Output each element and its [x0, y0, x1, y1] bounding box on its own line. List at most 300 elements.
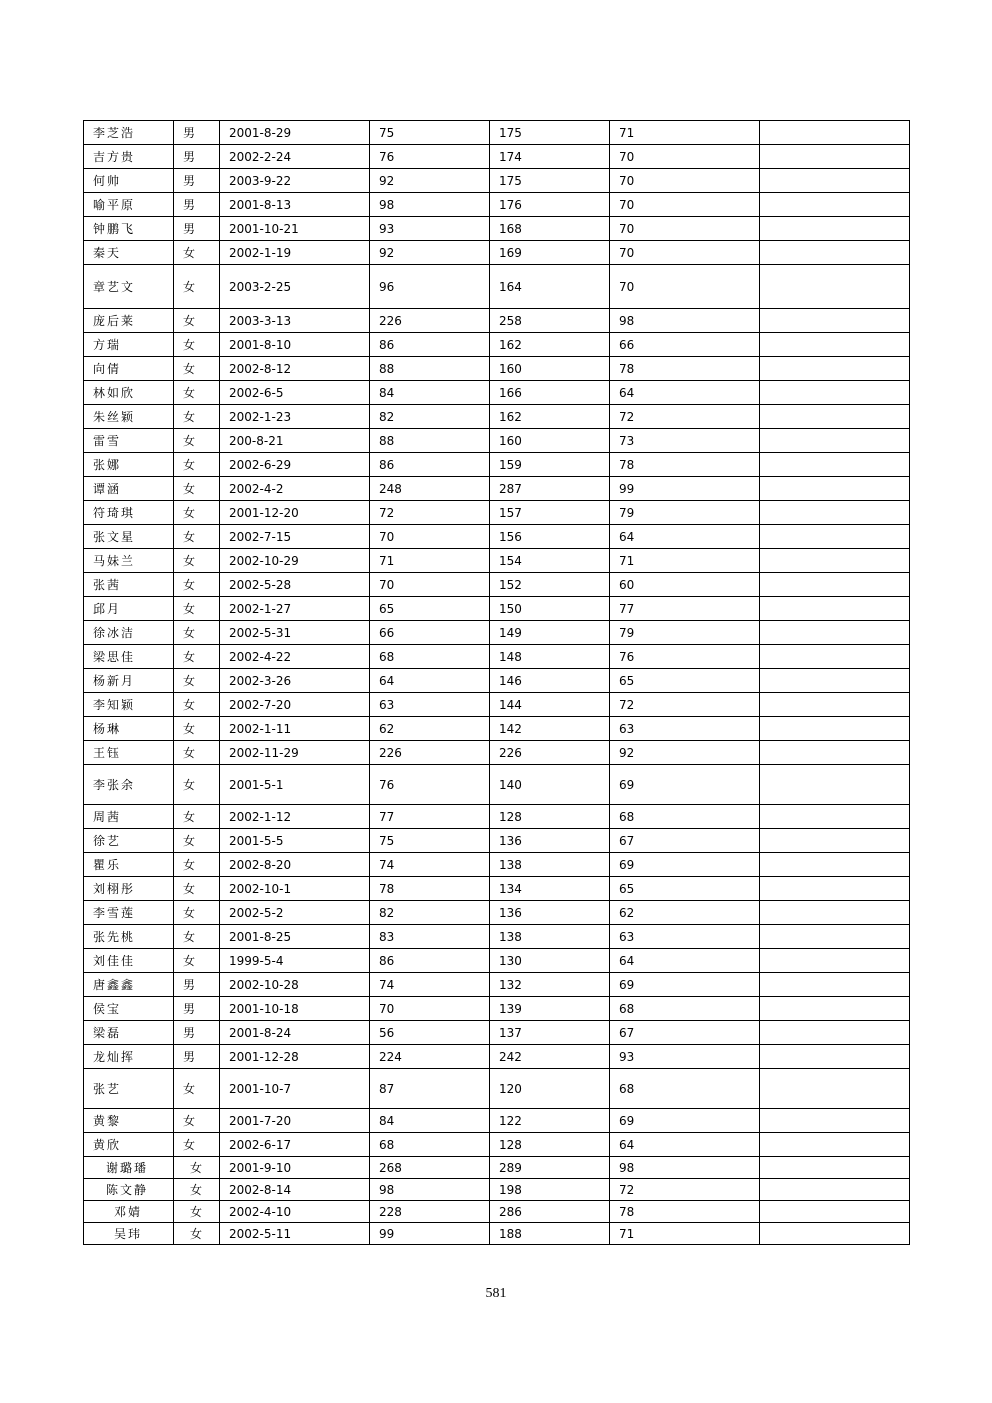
remark-cell — [760, 357, 910, 381]
gender-cell: 女 — [174, 645, 220, 669]
birthdate-cell: 2002-1-12 — [220, 805, 370, 829]
gender-cell: 女 — [174, 741, 220, 765]
value2-cell: 169 — [490, 241, 610, 265]
gender-cell: 女 — [174, 477, 220, 501]
remark-cell — [760, 765, 910, 805]
name-cell: 黄欣 — [84, 1133, 174, 1157]
gender-cell: 女 — [174, 805, 220, 829]
birthdate-cell: 2001-5-5 — [220, 829, 370, 853]
value3-cell: 70 — [610, 169, 760, 193]
remark-cell — [760, 1069, 910, 1109]
value2-cell: 148 — [490, 645, 610, 669]
birthdate-cell: 2001-9-10 — [220, 1157, 370, 1179]
value1-cell: 76 — [370, 145, 490, 169]
value3-cell: 72 — [610, 405, 760, 429]
name-cell: 谢璐璠 — [84, 1157, 174, 1179]
remark-cell — [760, 1179, 910, 1201]
value2-cell: 138 — [490, 925, 610, 949]
value3-cell: 98 — [610, 1157, 760, 1179]
table-row — [84, 1045, 910, 1069]
value1-cell: 68 — [370, 1133, 490, 1157]
gender-cell: 女 — [174, 405, 220, 429]
remark-cell — [760, 1201, 910, 1223]
name-cell: 梁思佳 — [84, 645, 174, 669]
table-row — [84, 477, 910, 501]
value3-cell: 64 — [610, 949, 760, 973]
name-cell: 徐冰洁 — [84, 621, 174, 645]
value2-cell: 198 — [490, 1179, 610, 1201]
gender-cell: 女 — [174, 717, 220, 741]
table-row — [84, 621, 910, 645]
table-row — [84, 901, 910, 925]
remark-cell — [760, 477, 910, 501]
birthdate-cell: 2002-7-20 — [220, 693, 370, 717]
remark-cell — [760, 121, 910, 145]
birthdate-cell: 1999-5-4 — [220, 949, 370, 973]
table-row — [84, 1021, 910, 1045]
remark-cell — [760, 453, 910, 477]
value1-cell: 84 — [370, 381, 490, 405]
table-row — [84, 357, 910, 381]
value2-cell: 150 — [490, 597, 610, 621]
remark-cell — [760, 217, 910, 241]
value3-cell: 64 — [610, 525, 760, 549]
birthdate-cell: 2002-6-17 — [220, 1133, 370, 1157]
table-row — [84, 429, 910, 453]
gender-cell: 女 — [174, 453, 220, 477]
name-cell: 张艺 — [84, 1069, 174, 1109]
table-row — [84, 1109, 910, 1133]
remark-cell — [760, 925, 910, 949]
value1-cell: 248 — [370, 477, 490, 501]
table-row — [84, 1201, 910, 1223]
birthdate-cell: 2002-5-11 — [220, 1223, 370, 1245]
table-row — [84, 241, 910, 265]
value2-cell: 146 — [490, 669, 610, 693]
value1-cell: 98 — [370, 193, 490, 217]
value1-cell: 86 — [370, 949, 490, 973]
value2-cell: 166 — [490, 381, 610, 405]
remark-cell — [760, 381, 910, 405]
name-cell: 杨新月 — [84, 669, 174, 693]
table-row — [84, 717, 910, 741]
birthdate-cell: 2002-1-19 — [220, 241, 370, 265]
remark-cell — [760, 573, 910, 597]
value3-cell: 71 — [610, 121, 760, 145]
value1-cell: 83 — [370, 925, 490, 949]
table-row — [84, 1069, 910, 1109]
remark-cell — [760, 549, 910, 573]
table-row — [84, 829, 910, 853]
name-cell: 侯宝 — [84, 997, 174, 1021]
table-row — [84, 925, 910, 949]
value2-cell: 140 — [490, 765, 610, 805]
value1-cell: 65 — [370, 597, 490, 621]
birthdate-cell: 2001-10-7 — [220, 1069, 370, 1109]
value1-cell: 92 — [370, 241, 490, 265]
name-cell: 朱丝颖 — [84, 405, 174, 429]
value2-cell: 137 — [490, 1021, 610, 1045]
name-cell: 谭涵 — [84, 477, 174, 501]
value2-cell: 139 — [490, 997, 610, 1021]
table-row — [84, 381, 910, 405]
table-row — [84, 645, 910, 669]
table-row — [84, 333, 910, 357]
value2-cell: 142 — [490, 717, 610, 741]
value1-cell: 82 — [370, 901, 490, 925]
gender-cell: 女 — [174, 265, 220, 309]
gender-cell: 女 — [174, 1133, 220, 1157]
value3-cell: 79 — [610, 621, 760, 645]
value2-cell: 134 — [490, 877, 610, 901]
gender-cell: 女 — [174, 1201, 220, 1223]
gender-cell: 女 — [174, 693, 220, 717]
table-row — [84, 877, 910, 901]
value1-cell: 96 — [370, 265, 490, 309]
gender-cell: 女 — [174, 357, 220, 381]
remark-cell — [760, 333, 910, 357]
value3-cell: 72 — [610, 693, 760, 717]
value2-cell: 176 — [490, 193, 610, 217]
value1-cell: 64 — [370, 669, 490, 693]
value2-cell: 162 — [490, 405, 610, 429]
value3-cell: 70 — [610, 145, 760, 169]
remark-cell — [760, 597, 910, 621]
value2-cell: 226 — [490, 741, 610, 765]
remark-cell — [760, 829, 910, 853]
value1-cell: 268 — [370, 1157, 490, 1179]
value1-cell: 63 — [370, 693, 490, 717]
value1-cell: 86 — [370, 333, 490, 357]
value1-cell: 226 — [370, 741, 490, 765]
page-number: 581 — [485, 1286, 507, 1301]
value3-cell: 76 — [610, 645, 760, 669]
value3-cell: 65 — [610, 877, 760, 901]
remark-cell — [760, 1133, 910, 1157]
value3-cell: 66 — [610, 333, 760, 357]
name-cell: 李张余 — [84, 765, 174, 805]
table-row — [84, 597, 910, 621]
birthdate-cell: 2003-2-25 — [220, 265, 370, 309]
gender-cell: 女 — [174, 501, 220, 525]
value2-cell: 128 — [490, 805, 610, 829]
value2-cell: 242 — [490, 1045, 610, 1069]
birthdate-cell: 2002-1-23 — [220, 405, 370, 429]
name-cell: 庞后莱 — [84, 309, 174, 333]
table-row — [84, 1223, 910, 1245]
name-cell: 吴玮 — [84, 1223, 174, 1245]
value3-cell: 71 — [610, 1223, 760, 1245]
value2-cell: 149 — [490, 621, 610, 645]
value3-cell: 98 — [610, 309, 760, 333]
name-cell: 向倩 — [84, 357, 174, 381]
gender-cell: 女 — [174, 853, 220, 877]
name-cell: 何帅 — [84, 169, 174, 193]
value1-cell: 68 — [370, 645, 490, 669]
value3-cell: 77 — [610, 597, 760, 621]
table-row — [84, 669, 910, 693]
birthdate-cell: 2002-7-15 — [220, 525, 370, 549]
value3-cell: 68 — [610, 997, 760, 1021]
remark-cell — [760, 949, 910, 973]
remark-cell — [760, 309, 910, 333]
value2-cell: 154 — [490, 549, 610, 573]
table-row — [84, 741, 910, 765]
name-cell: 张茜 — [84, 573, 174, 597]
value3-cell: 78 — [610, 357, 760, 381]
remark-cell — [760, 1109, 910, 1133]
birthdate-cell: 2002-5-2 — [220, 901, 370, 925]
table-row — [84, 1157, 910, 1179]
value1-cell: 56 — [370, 1021, 490, 1045]
value1-cell: 72 — [370, 501, 490, 525]
table-row — [84, 765, 910, 805]
gender-cell: 女 — [174, 1109, 220, 1133]
birthdate-cell: 2001-8-29 — [220, 121, 370, 145]
name-cell: 瞿乐 — [84, 853, 174, 877]
name-cell: 刘栩彤 — [84, 877, 174, 901]
gender-cell: 女 — [174, 765, 220, 805]
value1-cell: 70 — [370, 525, 490, 549]
value3-cell: 73 — [610, 429, 760, 453]
remark-cell — [760, 429, 910, 453]
remark-cell — [760, 901, 910, 925]
name-cell: 唐鑫鑫 — [84, 973, 174, 997]
table-row — [84, 309, 910, 333]
value3-cell: 70 — [610, 241, 760, 265]
value2-cell: 156 — [490, 525, 610, 549]
birthdate-cell: 2001-12-20 — [220, 501, 370, 525]
value1-cell: 88 — [370, 429, 490, 453]
value3-cell: 67 — [610, 1021, 760, 1045]
value3-cell: 63 — [610, 717, 760, 741]
value3-cell: 70 — [610, 193, 760, 217]
gender-cell: 男 — [174, 121, 220, 145]
value2-cell: 289 — [490, 1157, 610, 1179]
birthdate-cell: 2001-10-18 — [220, 997, 370, 1021]
name-cell: 秦天 — [84, 241, 174, 265]
value1-cell: 77 — [370, 805, 490, 829]
value1-cell: 84 — [370, 1109, 490, 1133]
name-cell: 章艺文 — [84, 265, 174, 309]
value3-cell: 69 — [610, 1109, 760, 1133]
value2-cell: 164 — [490, 265, 610, 309]
value2-cell: 122 — [490, 1109, 610, 1133]
birthdate-cell: 2002-2-24 — [220, 145, 370, 169]
gender-cell: 男 — [174, 169, 220, 193]
name-cell: 吉方贵 — [84, 145, 174, 169]
value1-cell: 226 — [370, 309, 490, 333]
value3-cell: 68 — [610, 1069, 760, 1109]
gender-cell: 女 — [174, 525, 220, 549]
birthdate-cell: 2001-12-28 — [220, 1045, 370, 1069]
birthdate-cell: 2001-10-21 — [220, 217, 370, 241]
name-cell: 杨琳 — [84, 717, 174, 741]
value2-cell: 136 — [490, 901, 610, 925]
table-row — [84, 1179, 910, 1201]
table-row — [84, 997, 910, 1021]
remark-cell — [760, 193, 910, 217]
name-cell: 李雪莲 — [84, 901, 174, 925]
name-cell: 钟鹏飞 — [84, 217, 174, 241]
gender-cell: 男 — [174, 145, 220, 169]
name-cell: 邱月 — [84, 597, 174, 621]
value3-cell: 69 — [610, 853, 760, 877]
name-cell: 张娜 — [84, 453, 174, 477]
value3-cell: 68 — [610, 805, 760, 829]
remark-cell — [760, 241, 910, 265]
table-row — [84, 805, 910, 829]
gender-cell: 女 — [174, 901, 220, 925]
gender-cell: 男 — [174, 217, 220, 241]
value2-cell: 120 — [490, 1069, 610, 1109]
value3-cell: 79 — [610, 501, 760, 525]
value2-cell: 130 — [490, 949, 610, 973]
value3-cell: 69 — [610, 765, 760, 805]
value1-cell: 86 — [370, 453, 490, 477]
birthdate-cell: 2002-8-14 — [220, 1179, 370, 1201]
value1-cell: 71 — [370, 549, 490, 573]
birthdate-cell: 2002-6-29 — [220, 453, 370, 477]
remark-cell — [760, 1021, 910, 1045]
value2-cell: 160 — [490, 357, 610, 381]
gender-cell: 女 — [174, 549, 220, 573]
value2-cell: 175 — [490, 121, 610, 145]
value1-cell: 228 — [370, 1201, 490, 1223]
gender-cell: 女 — [174, 573, 220, 597]
name-cell: 刘佳佳 — [84, 949, 174, 973]
gender-cell: 女 — [174, 597, 220, 621]
birthdate-cell: 2002-10-28 — [220, 973, 370, 997]
remark-cell — [760, 1157, 910, 1179]
gender-cell: 男 — [174, 193, 220, 217]
name-cell: 龙灿挥 — [84, 1045, 174, 1069]
value2-cell: 144 — [490, 693, 610, 717]
birthdate-cell: 2002-5-31 — [220, 621, 370, 645]
value2-cell: 162 — [490, 333, 610, 357]
gender-cell: 女 — [174, 333, 220, 357]
table-row — [84, 525, 910, 549]
remark-cell — [760, 693, 910, 717]
table-row — [84, 145, 910, 169]
table-row — [84, 949, 910, 973]
value3-cell: 60 — [610, 573, 760, 597]
table-row — [84, 193, 910, 217]
value3-cell: 63 — [610, 925, 760, 949]
value2-cell: 157 — [490, 501, 610, 525]
value2-cell: 159 — [490, 453, 610, 477]
birthdate-cell: 2002-10-29 — [220, 549, 370, 573]
value2-cell: 174 — [490, 145, 610, 169]
value1-cell: 88 — [370, 357, 490, 381]
table-row — [84, 501, 910, 525]
value1-cell: 92 — [370, 169, 490, 193]
gender-cell: 女 — [174, 925, 220, 949]
birthdate-cell: 2003-9-22 — [220, 169, 370, 193]
table-row — [84, 573, 910, 597]
birthdate-cell: 2002-11-29 — [220, 741, 370, 765]
remark-cell — [760, 973, 910, 997]
table-row — [84, 405, 910, 429]
birthdate-cell: 2001-7-20 — [220, 1109, 370, 1133]
gender-cell: 女 — [174, 621, 220, 645]
birthdate-cell: 2002-6-5 — [220, 381, 370, 405]
birthdate-cell: 2002-1-27 — [220, 597, 370, 621]
name-cell: 黄黎 — [84, 1109, 174, 1133]
value3-cell: 70 — [610, 217, 760, 241]
gender-cell: 男 — [174, 1021, 220, 1045]
value1-cell: 75 — [370, 829, 490, 853]
name-cell: 符琦琪 — [84, 501, 174, 525]
remark-cell — [760, 805, 910, 829]
value1-cell: 70 — [370, 997, 490, 1021]
table-row — [84, 549, 910, 573]
table-row — [84, 217, 910, 241]
value3-cell: 78 — [610, 453, 760, 477]
gender-cell: 女 — [174, 1069, 220, 1109]
remark-cell — [760, 853, 910, 877]
birthdate-cell: 2002-1-11 — [220, 717, 370, 741]
name-cell: 梁磊 — [84, 1021, 174, 1045]
value2-cell: 128 — [490, 1133, 610, 1157]
name-cell: 张文星 — [84, 525, 174, 549]
birthdate-cell: 200-8-21 — [220, 429, 370, 453]
value1-cell: 87 — [370, 1069, 490, 1109]
table-row — [84, 973, 910, 997]
value2-cell: 152 — [490, 573, 610, 597]
birthdate-cell: 2003-3-13 — [220, 309, 370, 333]
name-cell: 雷雪 — [84, 429, 174, 453]
value2-cell: 138 — [490, 853, 610, 877]
remark-cell — [760, 669, 910, 693]
value2-cell: 160 — [490, 429, 610, 453]
value1-cell: 70 — [370, 573, 490, 597]
value3-cell: 67 — [610, 829, 760, 853]
gender-cell: 男 — [174, 1045, 220, 1069]
value2-cell: 132 — [490, 973, 610, 997]
name-cell: 王钰 — [84, 741, 174, 765]
value3-cell: 64 — [610, 381, 760, 405]
value2-cell: 286 — [490, 1201, 610, 1223]
birthdate-cell: 2002-4-22 — [220, 645, 370, 669]
gender-cell: 女 — [174, 1223, 220, 1245]
gender-cell: 男 — [174, 997, 220, 1021]
birthdate-cell: 2002-8-20 — [220, 853, 370, 877]
table-row — [84, 693, 910, 717]
value1-cell: 93 — [370, 217, 490, 241]
name-cell: 徐艺 — [84, 829, 174, 853]
name-cell: 林如欣 — [84, 381, 174, 405]
remark-cell — [760, 621, 910, 645]
remark-cell — [760, 1223, 910, 1245]
gender-cell: 女 — [174, 381, 220, 405]
remark-cell — [760, 525, 910, 549]
value1-cell: 76 — [370, 765, 490, 805]
student-table — [83, 120, 910, 1245]
value3-cell: 72 — [610, 1179, 760, 1201]
value1-cell: 74 — [370, 853, 490, 877]
remark-cell — [760, 169, 910, 193]
birthdate-cell: 2001-8-25 — [220, 925, 370, 949]
name-cell: 马妹兰 — [84, 549, 174, 573]
table-row — [84, 265, 910, 309]
value2-cell: 258 — [490, 309, 610, 333]
table-row — [84, 853, 910, 877]
value3-cell: 99 — [610, 477, 760, 501]
value3-cell: 92 — [610, 741, 760, 765]
name-cell: 陈文静 — [84, 1179, 174, 1201]
gender-cell: 女 — [174, 949, 220, 973]
